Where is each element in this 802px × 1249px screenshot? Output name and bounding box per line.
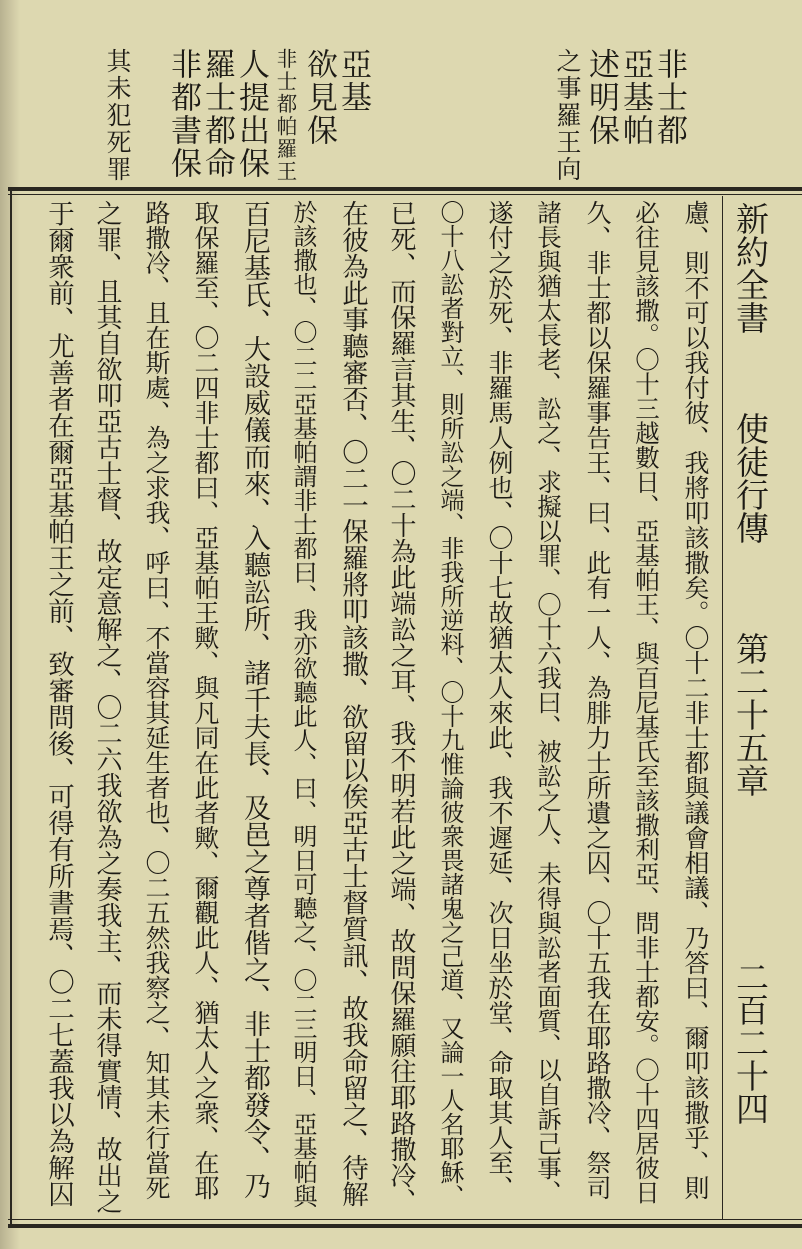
text-column: 取保羅至、〇二四非士都曰、亞基帕王歟、與凡同在此者歟、爾觀此人、猶太人之衆、在耶 xyxy=(191,200,220,1200)
text-column: 在彼為此事聽審否、〇二一保羅將叩該撒、欲留以俟亞古士督質訊、故我命留之、待解 xyxy=(337,200,368,1207)
book-title: 新約全書 xyxy=(731,202,770,334)
text-column: 遂付之於死、非羅馬人例也、〇十七故猶太人來此、我不遲延、次日坐於堂、命取其人至、 xyxy=(485,200,514,1200)
headnote-line: 亞基 xyxy=(335,48,371,114)
headnote-line: 述明保 xyxy=(583,48,619,147)
headnote-line: 之事羅王向 xyxy=(553,48,582,183)
headnote-line: 非都書保 xyxy=(165,48,201,180)
text-column: 路撒冷、且在斯處、為之求我、呼曰、不當容其延生者也、〇二五然我察之、知其未行當死 xyxy=(142,200,171,1200)
text-column: 必往見該撒。〇十三越數日、亞基帕王、與百尼基氏至該撒利亞、問非士都安。〇十四居彼日 xyxy=(632,200,661,1205)
text-column: 久、非士都以保羅事告王、曰、此有一人、為腓力士所遺之囚、〇十五我在耶路撒冷、祭司 xyxy=(583,200,612,1200)
text-column: 百尼基氏、大設威儀而來、入聽訟所、諸千夫長、及邑之尊者偕之、非士都發令、乃 xyxy=(239,200,270,1199)
frame-left-rule xyxy=(10,187,12,1228)
page-number: 二百二十四 xyxy=(731,960,770,1125)
text-column: 已死、而保羅言其生、〇二十為此端訟之耳、我不明若此之端、故問保羅願往耶路撒冷、 xyxy=(386,200,416,1214)
frame-bottom-rule-thin xyxy=(8,1219,802,1220)
text-column: 于爾衆前、尤善者在爾亞基帕王之前、致審問後、可得有所書焉、〇二七蓋我以為解囚 xyxy=(43,200,74,1207)
section-title: 使徒行傳 xyxy=(731,412,770,544)
frame-top-rule xyxy=(8,187,802,191)
text-column: 諸長與猶太長老、訟之、求擬以罪、〇十六我曰、被訟之人、未得與訟者面質、以自訴己事、 xyxy=(534,200,563,1205)
text-column: 〇十八訟者對立、則所訟之端、非我所逆料、〇十九惟論彼衆畏諸鬼之己道、又論一人名耶穌、 xyxy=(436,200,464,1208)
headnote-line: 人提出保 xyxy=(233,48,269,180)
headnote-line: 其未犯死罪 xyxy=(103,48,132,183)
header-separator xyxy=(722,196,723,1219)
headnote-line: 欲見保 xyxy=(301,48,337,147)
headnote-line: 亞基帕 xyxy=(617,48,653,147)
frame-bottom-rule xyxy=(8,1224,802,1228)
headnote-line: 羅士都命 xyxy=(199,48,235,180)
headnote-line: 非士都 xyxy=(651,48,687,147)
text-column: 於該撒也、〇二二亞基帕謂非士都曰、我亦欲聽此人、曰、明日可聽之、〇二三明日、亞基帕與 xyxy=(289,200,317,1208)
text-column: 慮、則不可以我付彼、我將叩該撒矣。〇十二非士都與議會相議、乃答曰、爾叩該撒乎、則 xyxy=(681,200,710,1200)
text-column: 之罪、且其自欲叩亞古士督、故定意解之、〇二六我欲為之奏我主、而未得實情、故出之 xyxy=(92,200,122,1214)
frame-top-rule-thin xyxy=(8,194,802,195)
headnote-line: 非士都帕羅王 xyxy=(273,48,297,183)
chapter-number: 第二十五章 xyxy=(731,632,770,797)
